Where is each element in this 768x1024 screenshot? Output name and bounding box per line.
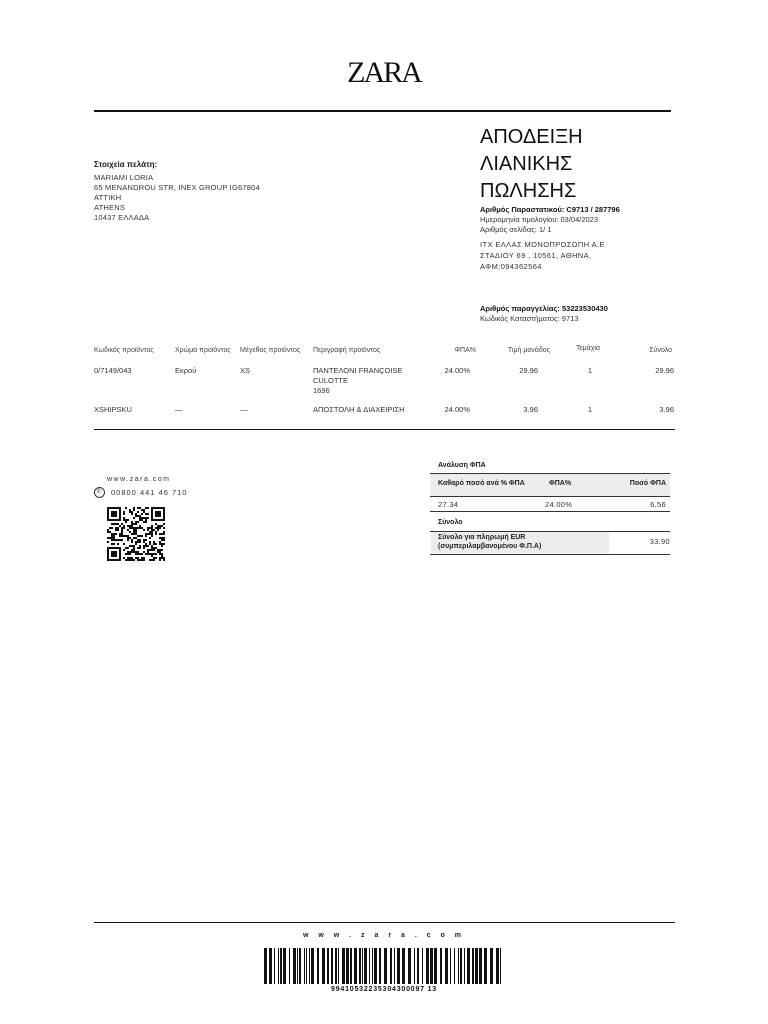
page-number: Αριθμός σελίδας: 1/ 1 xyxy=(480,225,552,234)
table-cell-vat: 24.00% xyxy=(444,405,470,414)
vat-net-value: 27.34 xyxy=(438,500,459,509)
table-cell-total: 29.96 xyxy=(655,366,674,375)
zara-logo: ZARA xyxy=(347,56,421,89)
customer-line: MARIAMI LORIA xyxy=(94,173,154,182)
table-cell-unit-price: 3.96 xyxy=(523,405,538,414)
table-cell-total: 3.96 xyxy=(659,405,674,414)
col-header-unit-price: Τιμή μονάδος xyxy=(507,347,550,354)
customer-title: Στοιχεία πελάτη: xyxy=(94,160,158,169)
table-cell-unit-price: 29.96 xyxy=(519,366,538,375)
table-cell-vat: 24.00% xyxy=(444,366,470,375)
col-header-qty: Τεμάχια xyxy=(576,345,600,352)
col-header-vat: ΦΠΑ% xyxy=(454,347,476,354)
website-link[interactable]: www.zara.com xyxy=(107,476,171,483)
vat-divider xyxy=(430,511,670,512)
customer-line: ATHENS xyxy=(94,203,126,212)
footer-divider xyxy=(94,922,675,923)
col-header-total: Σύνολο xyxy=(649,347,672,354)
qr-code-icon xyxy=(107,507,165,561)
order-info xyxy=(480,304,608,324)
table-cell-qty: 1 xyxy=(587,405,593,414)
vat-analysis-title: Ανάλυση ΦΠΑ xyxy=(438,462,486,469)
vat-amount-value: 6.56 xyxy=(650,500,666,509)
header-divider xyxy=(94,110,671,112)
document-title: ΑΠΟΔΕΙΞΗ ΛΙΑΝΙΚΗΣ ΠΩΛΗΣΗΣ xyxy=(480,126,583,202)
order-number: Αριθμός παραγγελίας: 53223530430 xyxy=(480,304,608,313)
vat-col-rate: ΦΠΑ% xyxy=(549,480,572,487)
footer-website: w w w . z a r a . c o m xyxy=(302,932,466,939)
table-cell-size: — xyxy=(240,405,248,414)
items-divider xyxy=(94,429,675,430)
table-cell-code: 0/7149/043 xyxy=(94,366,132,375)
customer-line: ATTIKH xyxy=(94,193,122,202)
store-code: Κωδικός Καταστήματος: 9713 xyxy=(480,314,579,323)
vat-col-net: Καθαρό ποσό ανά % ΦΠΑ xyxy=(438,480,525,487)
phone-contact xyxy=(94,487,187,498)
summary-title: Σύνολο xyxy=(438,519,463,526)
table-cell-color: Εκρού xyxy=(175,366,197,375)
barcode-number: 99410532235304300097 13 xyxy=(331,986,437,993)
phone-number: 00800 441 46 710 xyxy=(111,488,188,497)
table-cell-color: — xyxy=(175,405,183,414)
vat-col-amount: Ποσό ΦΠΑ xyxy=(629,480,666,487)
phone-icon: ✆ xyxy=(94,487,105,498)
invoice-number: Αριθμός Παραστατικού: C9713 / 287796 xyxy=(480,205,620,214)
col-header-description: Περιγραφή προϊόντος xyxy=(313,347,381,354)
summary-total-value: 33.90 xyxy=(649,537,670,546)
table-cell-description: ΑΠΟΣΤΟΛΗ & ΔΙΑΧΕΙΡΙΣΗ xyxy=(313,405,405,414)
customer-line: 65 MENANDROU STR, INEX GROUP IG67804 xyxy=(94,183,260,192)
invoice-info xyxy=(480,205,620,235)
customer-line: 10437 ΕΛΛΑΔΑ xyxy=(94,213,150,222)
vat-rate-value: 24.00% xyxy=(545,500,573,509)
invoice-date: Ημερομηνία τιμολογίου: 03/04/2023 xyxy=(480,215,599,224)
customer-address xyxy=(94,173,260,223)
col-header-code: Κωδικός προϊόντος xyxy=(94,347,154,354)
col-header-color: Χρώμα προϊόντος xyxy=(175,347,231,354)
company-info: ITX ΕΛΛΑΣ ΜΟΝΟΠΡΟΣΩΠΗ Α.Ε ΣΤΑΔΙΟΥ 69 , 10561, ΑΘΗΝΑ, ΑΦΜ:094362564 xyxy=(480,240,605,271)
barcode-icon xyxy=(264,948,504,984)
table-cell-qty: 1 xyxy=(587,366,593,375)
summary-label: Σύνολο για πληρωμή EUR (συμπεριλαμβανομένου Φ.Π.Α) xyxy=(438,534,542,550)
table-cell-description: ΠΑΝΤΕΛΟΝΙ FRANÇOISE CULOTTE 1696 xyxy=(313,366,403,395)
table-cell-size: XS xyxy=(240,366,251,375)
table-cell-code: XSHIPSKU xyxy=(94,405,132,414)
col-header-size: Μέγεθος προϊόντος xyxy=(240,347,301,354)
